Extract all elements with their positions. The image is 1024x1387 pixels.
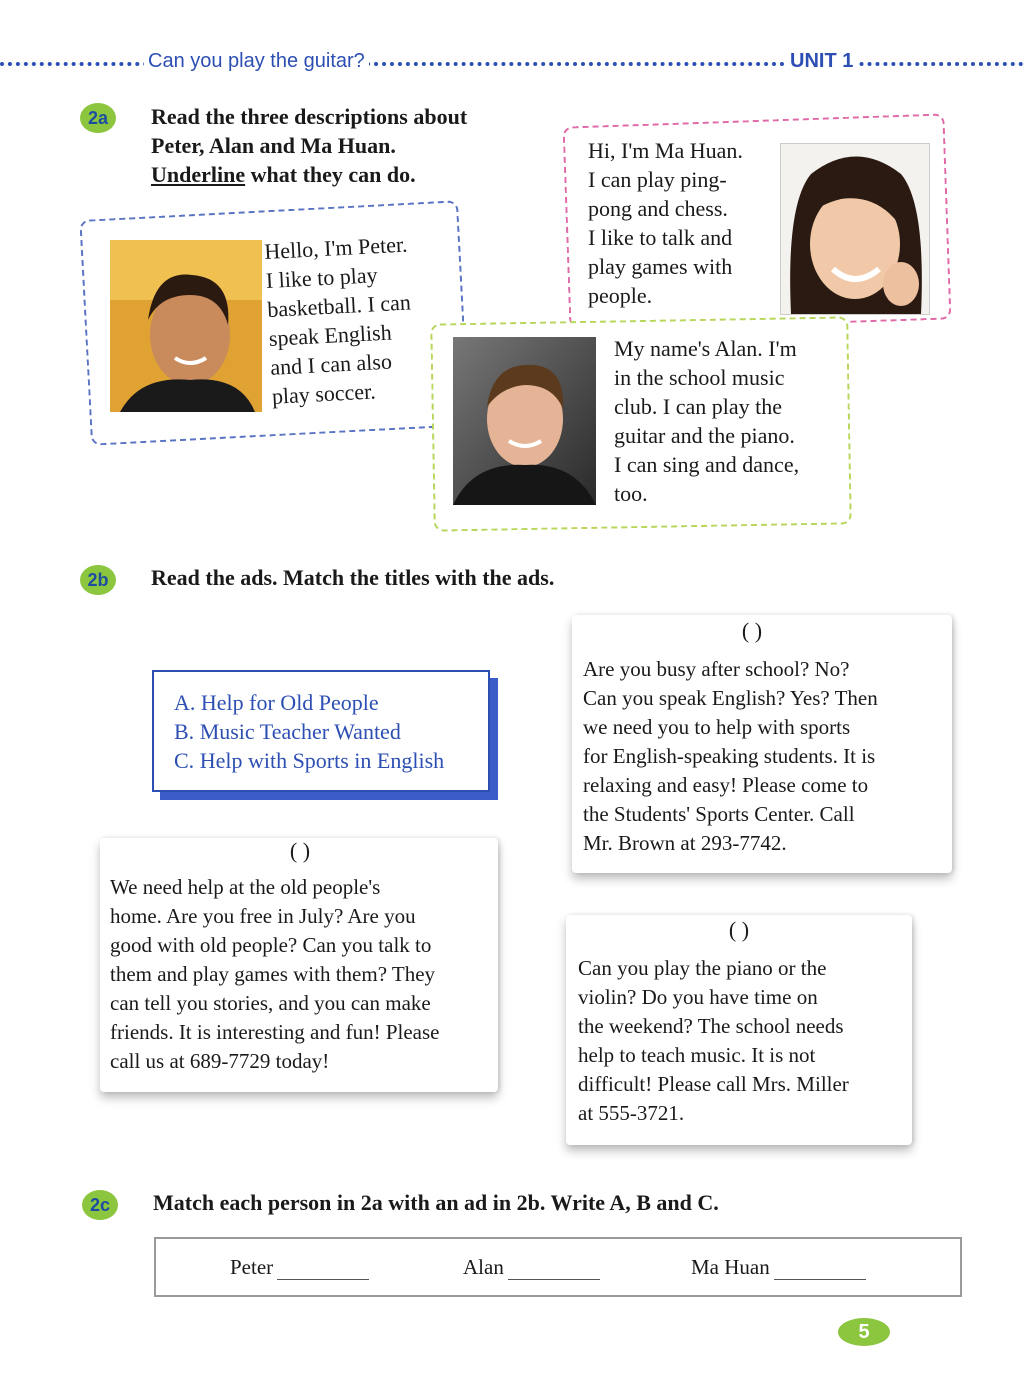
instruction-2a-rest: what they can do. xyxy=(245,162,416,187)
title-letter: A. xyxy=(174,690,196,715)
answer-blank[interactable] xyxy=(277,1257,369,1280)
badge-2b: 2b xyxy=(80,565,116,595)
header-title: Can you play the guitar? xyxy=(144,50,369,73)
ma-huan-portrait-icon xyxy=(781,144,929,314)
header-unit: UNIT 1 xyxy=(786,50,857,73)
peter-line: speak English xyxy=(268,319,393,351)
ad-old-line: call us at 689-7729 today! xyxy=(110,1049,330,1073)
ad-sports-line: Mr. Brown at 293-7742. xyxy=(583,831,787,855)
titles-box xyxy=(152,670,490,792)
alan-line: My name's Alan. I'm xyxy=(614,336,797,361)
page-header xyxy=(0,50,1024,80)
instruction-2a-line1: Read the three descriptions about xyxy=(151,104,468,129)
answer-paren[interactable]: ( ) xyxy=(289,838,311,863)
ad-old-line: home. Are you free in July? Are you xyxy=(110,904,416,928)
peter-line: basketball. I can xyxy=(266,289,412,322)
answer-blank[interactable] xyxy=(508,1257,600,1280)
title-letter: C. xyxy=(174,748,195,773)
ad-old-people xyxy=(100,838,498,1092)
ad-music-line: the weekend? The school needs xyxy=(578,1014,844,1038)
alan-line: guitar and the piano. xyxy=(614,423,795,448)
instruction-2c: Match each person in 2a with an ad in 2b. Write A, B and C. xyxy=(153,1190,719,1215)
ma-huan-description xyxy=(588,136,788,310)
alan-photo xyxy=(453,337,596,505)
instruction-2a xyxy=(151,102,571,189)
title-text: Help with Sports in English xyxy=(199,748,445,773)
answer-ma-huan xyxy=(691,1255,866,1280)
person-label: Ma Huan xyxy=(691,1255,770,1279)
title-text: Music Teacher Wanted xyxy=(199,719,401,744)
ad-sports-line: relaxing and easy! Please come to xyxy=(583,773,869,797)
peter-line: I like to play xyxy=(265,262,379,294)
ad-sports-line: for English-speaking students. It is xyxy=(583,744,876,768)
alan-line: too. xyxy=(614,481,648,506)
underline-word: Underline xyxy=(151,162,246,187)
page-number: 5 xyxy=(838,1318,890,1346)
ad-music-line: help to teach music. It is not xyxy=(578,1043,816,1067)
ad-sports-line: the Students' Sports Center. Call xyxy=(583,802,855,826)
ad-music-line: violin? Do you have time on xyxy=(578,985,818,1009)
ad-old-line: good with old people? Can you talk to xyxy=(110,933,432,957)
alan-line: I can sing and dance, xyxy=(614,452,800,477)
alan-description xyxy=(614,334,844,508)
alan-portrait-icon xyxy=(453,337,596,505)
answer-box xyxy=(154,1237,962,1297)
ad-old-line: We need help at the old people's xyxy=(110,875,381,899)
title-letter: B. xyxy=(174,719,195,744)
ad-music-line: at 555-3721. xyxy=(578,1101,685,1125)
ma-huan-photo xyxy=(780,143,930,315)
ad-sports-line: Are you busy after school? No? xyxy=(583,657,850,681)
alan-line: in the school music xyxy=(614,365,785,390)
ad-music-line: difficult! Please call Mrs. Miller xyxy=(578,1072,849,1096)
title-item-b xyxy=(174,717,444,746)
ad-sports-line: Can you speak English? Yes? Then xyxy=(583,686,878,710)
peter-portrait-icon xyxy=(110,240,262,412)
ma-huan-line: I like to talk and xyxy=(588,225,733,250)
ad-sports-line: we need you to help with sports xyxy=(583,715,851,739)
title-item-c xyxy=(174,746,444,775)
ma-huan-line: Hi, I'm Ma Huan. xyxy=(588,138,743,163)
ad-old-line: them and play games with them? They xyxy=(110,962,436,986)
ad-old-line: friends. It is interesting and fun! Please xyxy=(110,1020,440,1044)
instruction-2a-line3 xyxy=(151,160,571,189)
badge-2a: 2a xyxy=(80,103,116,133)
answer-blank[interactable] xyxy=(774,1257,866,1280)
title-item-a xyxy=(174,688,444,717)
ad-sports xyxy=(572,615,952,873)
badge-2c: 2c xyxy=(82,1190,118,1220)
answer-peter xyxy=(230,1255,369,1280)
ma-huan-line: people. xyxy=(588,283,653,308)
alan-line: club. I can play the xyxy=(614,394,782,419)
ad-music-line: Can you play the piano or the xyxy=(578,956,827,980)
ma-huan-line: pong and chess. xyxy=(588,196,728,221)
peter-photo xyxy=(110,240,262,412)
title-text: Help for Old People xyxy=(200,690,379,715)
answer-paren[interactable]: ( ) xyxy=(728,917,750,942)
instruction-2a-line2: Peter, Alan and Ma Huan. xyxy=(151,133,396,158)
person-label: Alan xyxy=(463,1255,504,1279)
peter-line: Hello, I'm Peter. xyxy=(263,231,409,265)
person-label: Peter xyxy=(230,1255,274,1279)
ad-music xyxy=(566,915,912,1145)
ad-old-line: can tell you stories, and you can make xyxy=(110,991,431,1015)
instruction-2b: Read the ads. Match the titles with the ads. xyxy=(151,565,555,590)
peter-line: and I can also xyxy=(269,348,393,380)
ma-huan-line: play games with xyxy=(588,254,733,279)
peter-line: play soccer. xyxy=(271,378,377,409)
ma-huan-line: I can play ping- xyxy=(588,167,727,192)
answer-paren[interactable]: ( ) xyxy=(741,618,763,643)
answer-alan xyxy=(463,1255,600,1280)
